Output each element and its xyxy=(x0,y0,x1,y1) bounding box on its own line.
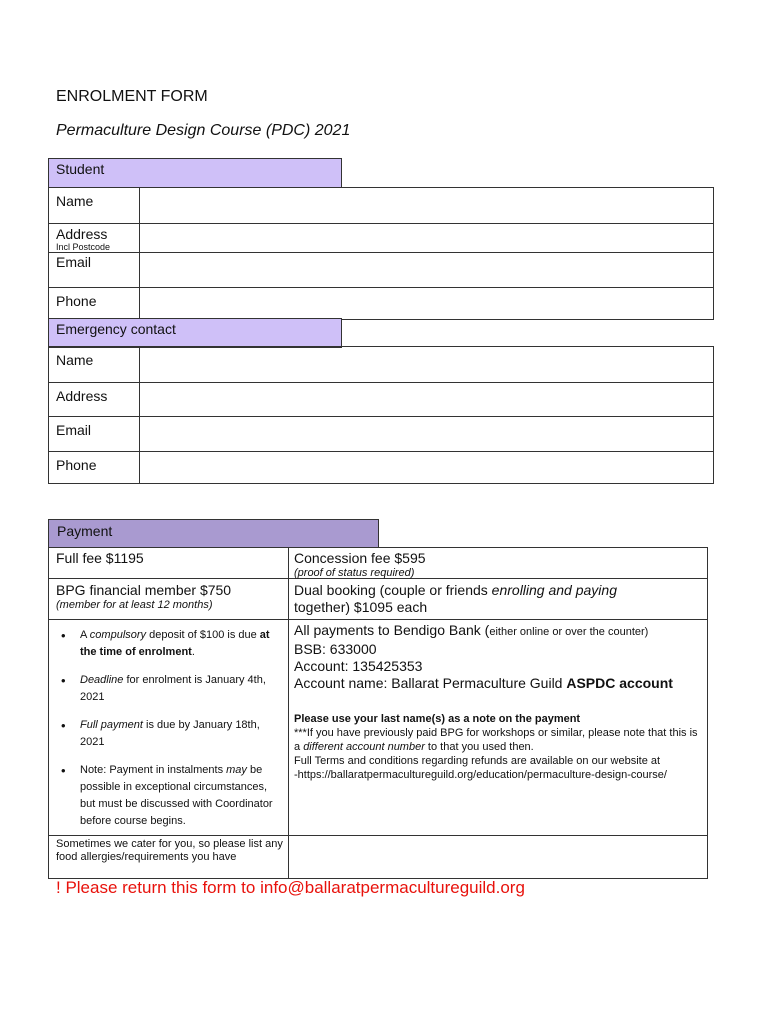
member-note: (member for at least 12 months) xyxy=(56,599,213,611)
payment-terms-list xyxy=(56,627,282,841)
member-fee-cell xyxy=(56,582,284,612)
row-divider xyxy=(49,619,707,620)
emergency-phone-row xyxy=(49,451,713,483)
column-divider xyxy=(288,548,289,878)
bank-line: All payments to Bendigo Bank (either online or over the counter) xyxy=(294,622,649,638)
student-phone-field[interactable] xyxy=(140,288,713,320)
payment-section-header: Payment xyxy=(48,519,379,548)
instalments-bullet: • Note: Payment in instalments may be possible in exceptional circumstances, but must be discussed with Coordinator before course begins. xyxy=(56,762,282,830)
deadline-bullet: • Deadline for enrolment is January 4th, 2021 xyxy=(56,672,282,706)
member-fee: BPG financial member $750 xyxy=(56,582,232,598)
concession-note: (proof of status required) xyxy=(294,567,415,579)
bsb: BSB: 633000 xyxy=(294,641,377,657)
previous-payment-note: ***If you have previously paid BPG for workshops or similar, please note that this is a different account number to that you used then. xyxy=(294,727,698,753)
student-name-field[interactable] xyxy=(140,188,713,223)
student-email-row xyxy=(49,252,713,287)
postcode-note: Incl Postcode xyxy=(56,242,111,252)
bank-details-cell xyxy=(294,622,704,782)
student-address-label xyxy=(49,224,140,252)
emergency-phone-field[interactable] xyxy=(140,452,713,483)
emergency-name-row xyxy=(49,347,713,382)
emergency-email-label: Email xyxy=(49,417,140,451)
student-email-field[interactable] xyxy=(140,253,713,287)
course-title: Permaculture Design Course (PDC) 2021 xyxy=(56,122,351,139)
emergency-name-label: Name xyxy=(49,347,140,382)
account-number: Account: 135425353 xyxy=(294,658,423,674)
emergency-phone-label: Phone xyxy=(49,452,140,483)
student-details-table xyxy=(48,187,714,320)
return-instruction: ! Please return this form to info@ballaratpermacultureguild.org xyxy=(56,878,525,897)
payment-table xyxy=(48,547,708,879)
form-title: ENROLMENT FORM xyxy=(56,88,208,105)
emergency-contact-table xyxy=(48,346,714,484)
emergency-address-row xyxy=(49,382,713,416)
terms-note: Full Terms and conditions regarding refunds are available on our website at xyxy=(294,755,661,767)
dual-booking xyxy=(294,582,704,616)
dual-booking-price: together) $1095 each xyxy=(294,599,428,615)
full-fee: Full fee $1195 xyxy=(56,550,144,566)
student-address-text: Address xyxy=(56,226,108,242)
emergency-name-field[interactable] xyxy=(140,347,713,382)
student-section-header: Student xyxy=(48,158,342,188)
dual-booking-emphasis: enrolling and paying xyxy=(491,582,617,598)
concession-fee-cell xyxy=(294,550,704,580)
student-phone-row xyxy=(49,287,713,320)
food-allergies-label: Sometimes we cater for you, so please list any food allergies/requirements you have xyxy=(56,838,283,863)
food-allergies-field[interactable] xyxy=(290,836,708,878)
emergency-email-field[interactable] xyxy=(140,417,713,451)
emergency-email-row xyxy=(49,416,713,451)
emergency-section-header: Emergency contact xyxy=(48,318,342,348)
deposit-bullet: • A compulsory deposit of $100 is due at the time of enrolment. xyxy=(56,627,282,661)
terms-url[interactable]: -https://ballaratpermacultureguild.org/education/permaculture-design-course/ xyxy=(294,769,667,781)
student-email-label: Email xyxy=(49,253,140,287)
full-payment-bullet: • Full payment is due by January 18th, 2021 xyxy=(56,717,282,751)
emergency-address-label: Address xyxy=(49,383,140,416)
concession-fee: Concession fee $595 xyxy=(294,550,426,566)
student-address-row xyxy=(49,223,713,252)
payment-note-title: Please use your last name(s) as a note on the payment xyxy=(294,713,581,725)
emergency-address-field[interactable] xyxy=(140,383,713,416)
student-name-label: Name xyxy=(49,188,140,223)
student-address-field[interactable] xyxy=(140,224,713,252)
dual-booking-text: Dual booking (couple or friends xyxy=(294,582,492,598)
account-name: Account name: Ballarat Permaculture Guild ASPDC account xyxy=(294,675,673,691)
student-name-row xyxy=(49,188,713,223)
student-phone-label: Phone xyxy=(49,288,140,320)
